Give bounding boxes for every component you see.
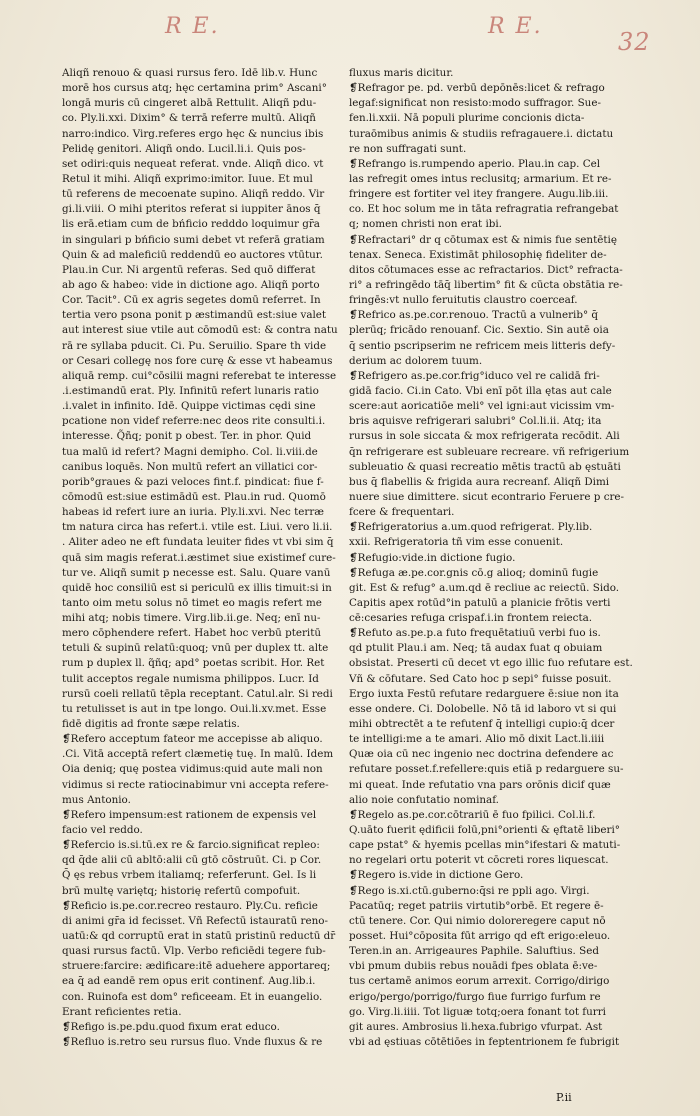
text-line: Capitis apex rotūd°in patulū a planicie frōtis verti (349, 596, 611, 609)
handwritten-annotation-middle: R E. (488, 14, 543, 39)
text-line: Oia deniq; quę postea vidimus:quid aute mali non (62, 763, 323, 776)
text-line: porib°graues & pazi veloces fint.f. pindicat: fiue f- (62, 475, 324, 488)
text-line: vbi pmum dubiis rebus nouādi fpes oblata ē:ve- (349, 960, 598, 973)
text-line: rā re syllaba pducit. Ci. Pu. Seruilio. Spare th vide (62, 339, 327, 352)
text-line: .i.valet in infinito. Idē. Quippe victimas cędi sine (62, 400, 316, 413)
text-line: ❡Regelo as.pe.cor.cōtrariū ē fuo fpilici. Col.li.f. (349, 808, 596, 821)
text-line: fringere est fortiter vel itey frangere. Augu.lib.iii. (349, 188, 609, 201)
text-line: mus Antonio. (62, 793, 131, 806)
text-line: Cor. Tacit°. Cū ex agris segetes domū referret. In (62, 294, 321, 307)
text-line: Ergo iuxta Festū refutare redarguere ē:siue non ita (349, 687, 619, 700)
text-line: mihi atq; nobis timere. Virg.lib.ii.ge. Neq; enī nu- (62, 612, 321, 625)
left-text-column (62, 66, 338, 1050)
text-line: rum p duplex ll. q̃ñq; apd° poetas scribit. Hor. Ret (62, 657, 325, 670)
text-line: subleuatio & quasi recreatio mētis tractū ab ęstuāti (349, 460, 621, 473)
text-line: tulit acceptos regale numisma philippos. Lucr. Id (62, 672, 319, 685)
text-line: ❡Refrico as.pe.cor.renouo. Tractū a vulnerib° q̄ (349, 309, 599, 322)
text-line: fidē digitis ad fronte sæpe relatis. (62, 718, 240, 731)
text-line: .Ci. Vitā acceptā refert clæmetię tuę. In malū. Idem (62, 748, 334, 761)
text-line: Erant reficientes retia. (62, 1005, 182, 1018)
text-line: Vñ & cōfutare. Sed Cato hoc p sepi° fuisse posuit. (349, 672, 612, 685)
text-line: fluxus maris dicitur. (349, 67, 454, 79)
text-line: Retul it mihi. Aliqñ exprimo:imitor. Iuue. Et mul (62, 172, 313, 185)
text-line: ❡Reficio is.pe.cor.recreo restauro. Ply.Cu. reficie (62, 899, 318, 912)
text-line: Q̄ ęs rebus vrbem italiamq; referferunt. Gel. Is li (62, 869, 317, 882)
text-line: mero cōphendere refert. Habet hoc verbū pteritū (62, 627, 322, 640)
text-line: bus q̄ flabellis & frigida aura recreanf. Aliqñ Dimi (349, 475, 610, 488)
text-line: Quæ oia cū nec ingenio nec doctrina defendere ac (349, 748, 614, 761)
text-line: uatū:& qd corruptū erat in statū pristinū reductū dr̄ (62, 930, 336, 943)
text-line: quasi rursus factū. Vlp. Verbo reficiēdi tegere fub- (62, 945, 326, 958)
text-line: facio vel reddo. (62, 824, 143, 837)
text-line: ❡Refragor pe. pd. verbū depōnēs:licet & refrago (349, 82, 605, 95)
text-line: xxii. Refrigeratoria tñ vim esse conuenit. (349, 536, 564, 549)
text-line: interesse. Q̃ñq; ponit p obest. Ter. in phor. Quid (62, 430, 312, 443)
text-line: vbi ad ęstiuas cōtētiōes in feptentrionem fe fubrigit (349, 1036, 620, 1048)
text-line: aut interest siue vtile aut cōmodū est: & contra natu (62, 324, 338, 337)
text-line: fringēs:vt nullo feruitutis claustro coerceaf. (349, 294, 578, 307)
text-line: ea q̄ ad eandē rem opus erit continenf. Aug.lib.i. (62, 975, 316, 988)
text-line: ab ago & habeo: vide in dictione ago. Aliqñ porto (62, 278, 320, 291)
text-line: co. Et hoc solum me in tāta refragratia refrangebat (349, 203, 619, 216)
text-line: ❡Regero is.vide in dictione Gero. (349, 869, 524, 882)
text-line: con. Ruinofa est dom° reficeeam. Et in euangelio. (62, 990, 323, 1003)
text-line: tus certamē animos eorum arrexit. Corrigo/dirigo (349, 975, 610, 988)
text-line: gidā facio. Ci.in Cato. Vbi enī pōt illa ętas aut cale (349, 384, 612, 397)
text-line: or Cesari collegę nos fore curę & esse vt habeamus (62, 354, 333, 367)
text-line: in singulari p bńficio sumi debet vt referā gratiam (62, 233, 325, 246)
text-line: ❡Refuga æ.pe.cor.gnis cō.g alioq; dominū fugie (349, 566, 599, 579)
text-line: pcatione non videf referre:nec deos rite consulti.i. (62, 415, 326, 428)
text-line: turaōmibus animis & studiis refragauere.i. dictatu (349, 127, 614, 140)
text-line: ri° a refringēdo tāq̄ libertim° fit & cūcta obstātia re- (349, 278, 623, 291)
signature-mark: P.ii (556, 1091, 572, 1104)
text-line: esse ondere. Ci. Dolobelle. Nō tā id laboro vt si qui (349, 702, 617, 715)
text-line: git aures. Ambrosius li.hexa.fubrigo vfurpat. Ast (349, 1020, 603, 1033)
text-line: mi queat. Inde refutatio vna pars orōnis dicif quæ (349, 778, 611, 791)
text-line: Teren.in an. Arrigeaures Paphile. Saluftius. Sed (349, 945, 599, 958)
text-line: mihi obtrectēt a te refutenf q̄ intelligi cupio:q̄ dcer (349, 718, 615, 731)
text-line: habeas id refert iure an iuria. Ply.li.xvi. Nec terræ (62, 506, 324, 519)
text-line: Aliqñ renouo & quasi rursus fero. Idē lib.v. Hunc (62, 67, 318, 79)
text-line: set odiri:quis nequeat referat. vnde. Aliqñ dico. vt (62, 157, 324, 170)
text-line: ❡Refrigero as.pe.cor.frig°iduco vel re calidā fri- (349, 369, 600, 382)
handwritten-page-number: 32 (618, 28, 651, 56)
text-line: derium ac dolorem tuum. (349, 354, 483, 367)
text-line: cape pstat° & hyemis pcellas min°ifestari & matuti- (349, 839, 621, 852)
text-line: git. Est & refug° a.um.qd ē recliue ac reiectū. Sido. (349, 581, 620, 594)
text-line: ❡Refrango is.rumpendo aperio. Plau.in cap. Cel (349, 157, 601, 170)
text-line: morē hos cursus atq; hęc certamina prim° Ascani° (62, 82, 327, 95)
text-line: qd ptulit Plau.i am. Neq; tā audax fuat q obuiam (349, 642, 603, 655)
text-line: Plau.in Cur. Ni argentū referas. Sed quō differat (62, 263, 316, 276)
text-line: Quin & ad maleficiū reddendū eo auctores vtūtur. (62, 248, 323, 261)
text-line: tetuli & supinū relatū:quoq; vnū per duplex tt. alte (62, 642, 329, 655)
text-line: fcere & frequentari. (349, 506, 455, 519)
text-line: tenax. Seneca. Existimāt philosophię fideliter de- (349, 248, 607, 261)
text-line: ❡Refugio:vide.in dictione fugio. (349, 551, 516, 564)
text-line: tanto oim metu solus nō timet eo magis refert me (62, 596, 322, 609)
text-line: cē:cesaries refuga crispaf.i.in frontem reiecta. (349, 612, 593, 625)
text-line: ❡Refuto as.pe.p.a futo frequētatiuū verbi fuo is. (349, 627, 601, 640)
text-line: obsistat. Preserti cū decet vt ego illic fuo refutare est. (349, 657, 633, 670)
text-line: tū referens de mecoenate supino. Aliqñ reddo. Vir (62, 188, 325, 201)
text-line: scere:aut aoricatiōe meli° vel igni:aut vicissim vm- (349, 400, 615, 413)
text-line: aliquā remp. cui°cōsilii magni referebat te interesse (62, 369, 337, 382)
text-line: rursus in sole siccata & mox refrigerata recōdit. Ali (349, 430, 620, 443)
text-line: fen.li.xxii. Nā populi plurime concionis dicta- (349, 112, 585, 125)
text-line: lis erā.etiam cum de bńficio redddo loquimur gr̄a (62, 218, 320, 231)
text-line: . Aliter adeo ne eft fundata leuiter fides vt vbi sim q̄ (62, 536, 334, 549)
text-line: tur ve. Aliqñ sumit p necesse est. Salu. Quare vanū (62, 566, 331, 579)
text-line: plerūq; fricādo renouanf. Cic. Sextio. Sin autē oia (349, 324, 609, 337)
text-line: legaf:significat non resisto:modo suffragor. Sue- (349, 97, 601, 110)
text-line: nuere siue dimittere. sicut econtrario Feruere p cre- (349, 490, 625, 503)
text-line: q̄ sentio pscripserim ne refricem meis litteris defy- (349, 339, 616, 352)
text-line: quidē hoc consiliū est si periculū ex illis timuit:si in (62, 581, 332, 594)
text-line: ❡Refero impensum:est rationem de expensis vel (62, 808, 317, 821)
text-line: qd q̄de alii cū abltō:alii cū gtō cōstruūt. Ci. p Cor. (62, 854, 322, 867)
text-line: Pelidę genitori. Aliqñ ondo. Lucil.li.i. Quis pos- (62, 142, 306, 155)
text-line: vidimus si recte ratiocinabimur vni accepta refere- (62, 778, 329, 791)
text-line: canibus loquēs. Non multū refert an villatici cor- (62, 460, 318, 473)
text-line: ❡Refrigeratorius a.um.quod refrigerat. Ply.lib. (349, 521, 593, 534)
text-line: tua malū id refert? Magni demipho. Col. li.viii.de (62, 445, 318, 458)
text-line: erigo/pergo/porrigo/furgo fiue furrigo furfum re (349, 990, 601, 1003)
text-line: refutare posset.f.refellere:quis etiā p redarguere su- (349, 763, 624, 776)
text-line: longā muris cū cingeret albā Rettulit. Aliqñ pdu- (62, 97, 317, 110)
text-line: te intelligi:me a te amari. Alio mō dixit Lact.li.iiii (349, 733, 605, 746)
text-line: ❡Refercio is.si.tū.ex re & farcio.significat repleo: (62, 839, 320, 852)
text-line: ❡Refluo is.retro seu rursus fluo. Vnde fluxus & re (62, 1036, 323, 1048)
text-line: co. Ply.li.xxi. Dixim° & terrā referre multū. Aliqñ (62, 112, 316, 125)
text-line: quā sim magis referat.i.æstimet siue existimef cure- (62, 551, 336, 564)
text-line: cōmodū est:siue estimādū est. Plau.in rud. Quomō (62, 490, 326, 503)
text-line: ditos cōtumaces esse ac refractarios. Dict° refracta- (349, 263, 623, 276)
text-line: las refregit omes intus reclusitq; armarium. Et re- (349, 172, 612, 185)
right-text-column (349, 66, 633, 1050)
text-line: tertia vero psona ponit p æstimandū est:siue valet (62, 309, 327, 322)
text-line: di animi gr̄a id fecisset. Vñ Refectū istauratū reno- (62, 914, 328, 927)
text-line: gi.li.viii. O mihi pteritos referat si iuppiter ānos q̄ (62, 203, 321, 216)
text-line: ❡Refero acceptum fateor me accepisse ab aliquo. (62, 733, 323, 746)
text-line: go. Virg.li.iiii. Tot liguæ totq;oera fonant tot furri (349, 1005, 606, 1018)
text-line: no regelari ortu poterit vt cōcreti rores liquescat. (349, 854, 609, 867)
text-line: ❡Refigo is.pe.pdu.quod fixum erat educo. (62, 1020, 280, 1033)
text-line: tu retulisset is aut in tpe longo. Oui.li.xv.met. Esse (62, 702, 327, 715)
text-line: q; nomen christi non erat ibi. (349, 218, 502, 231)
text-line: rursū coeli rellatū tēpla receptant. Catul.alr. Si redi (62, 687, 333, 700)
handwritten-annotation-left: R E. (165, 14, 220, 39)
text-line: posset. Hui°cōposita fūt arrigo qd eft erigo:eleuo. (349, 930, 611, 943)
text-line: bris aquisve refrigerari salubri° Col.li.ii. Atq; ita (349, 415, 602, 428)
text-line: Pacatūq; reget patriis virtutib°orbē. Et regere ē- (349, 899, 604, 912)
text-line: narro:indico. Virg.referes ergo hęc & nuncius ibis (62, 127, 324, 140)
text-line: .i.estimandū erat. Ply. Infinitū refert lunaris ratio (62, 384, 319, 397)
text-line: ❡Rego is.xi.ctū.guberno:q̄si re ppli ago. Virgi. (349, 884, 590, 897)
text-line: re non suffragati sunt. (349, 142, 467, 155)
text-line: ctū tenere. Cor. Qui nimio doloreregere caput nō (349, 914, 606, 927)
text-line: brū multę variętq; historię refertū compofuit. (62, 884, 301, 897)
text-line: tm natura circa has refert.i. vtile est. Liui. vero li.ii. (62, 521, 333, 534)
text-line: struere:farcire: ædificare:itē aduehere apportareq; (62, 960, 331, 973)
text-line: q̄n refrigerare est subleuare recreare. vñ refrigerium (349, 445, 630, 458)
text-line: ❡Refractari° dr q cōtumax est & nimis fue sentētię (349, 233, 617, 246)
text-line: alio noie confutatio nominaf. (349, 793, 499, 806)
text-line: Q.uāto fuerit ędificii folū,pni°orienti & ęftatē liberi° (349, 824, 620, 837)
